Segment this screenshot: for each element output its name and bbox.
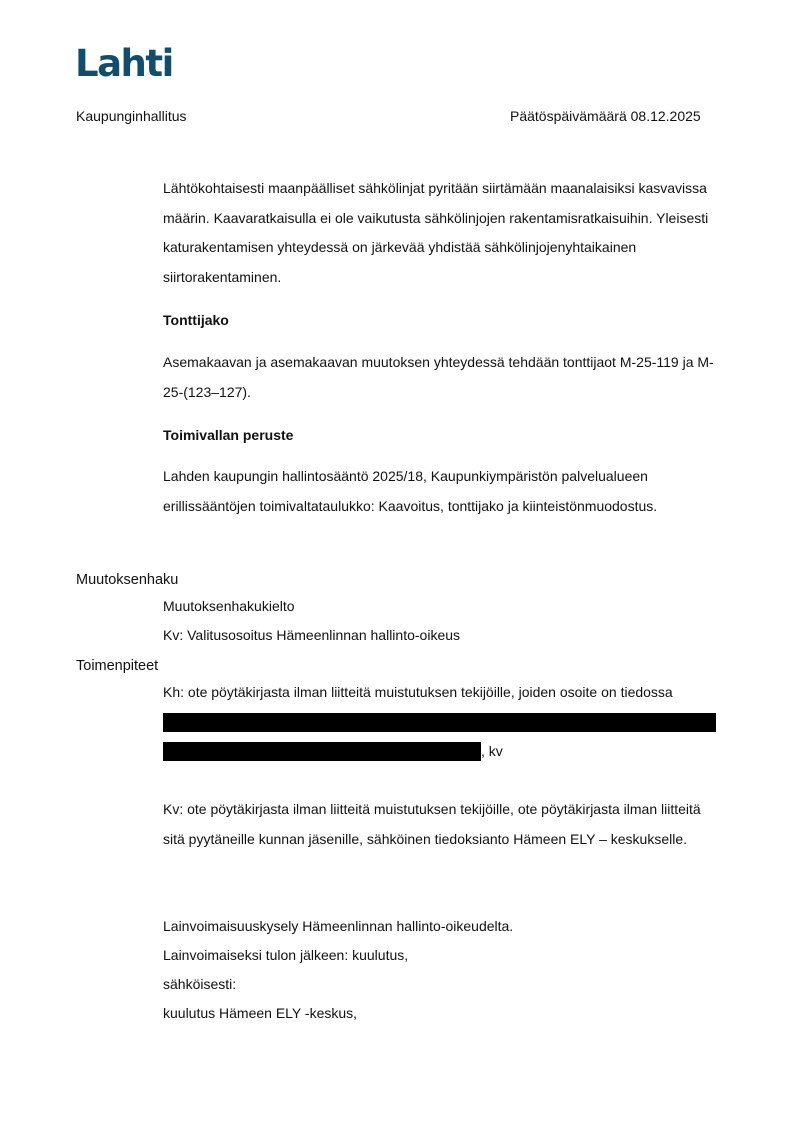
department-name: Kaupunginhallitus: [76, 108, 187, 124]
tonttijako-paragraph: Asemakaavan ja asemakaavan muutoksen yhteydessä tehdään tonttijaot M-25-119 ja M-25-(123–127).: [163, 354, 714, 400]
tonttijako-heading: Tonttijako: [163, 312, 229, 328]
redaction-bar-2: [163, 742, 481, 761]
intro-paragraph: Lähtökohtaisesti maanpäälliset sähkölinjat pyritään siirtämään maanalaisiksi kasvavissa määrin. Kaavaratkaisulla ei ole vaikutusta sähkölinjojen rakentamisratkaisuihin. Yleisesti katurakentamisen yhteydessä on järkevää yhdistää sähkölinjojenyhtaikainen siirtorakentaminen.: [163, 180, 709, 285]
muutoksenhaku-line-1: Muutoksenhakukielto: [163, 598, 295, 614]
toimivalta-heading: Toimivallan peruste: [163, 427, 294, 443]
lahti-logo: Lahti: [75, 42, 173, 85]
toimenpide-item-3: sähköisesti:: [163, 976, 237, 992]
muutoksenhaku-title: Muutoksenhaku: [76, 572, 179, 588]
toimenpide-item-4: kuulutus Hämeen ELY -keskus,: [163, 1005, 358, 1021]
kh-line: Kh: ote pöytäkirjasta ilman liitteitä muistutuksen tekijöille, joiden osoite on tiedossa: [163, 684, 673, 700]
kv-paragraph: Kv: ote pöytäkirjasta ilman liitteitä muistutuksen tekijöille, ote pöytäkirjasta ilman liitteitä sitä pyytäneille kunnan jäsenille, sähköinen tiedoksianto Hämeen ELY – keskukselle.: [163, 801, 701, 847]
toimenpide-item-2: Lainvoimaiseksi tulon jälkeen: kuulutus,: [163, 947, 409, 963]
decision-date: Päätöspäivämäärä 08.12.2025: [510, 108, 701, 124]
toimenpide-item-1: Lainvoimaisuuskysely Hämeenlinnan hallinto-oikeudelta.: [163, 918, 514, 934]
redaction-bar-1: [163, 713, 716, 732]
muutoksenhaku-line-2: Kv: Valitusosoitus Hämeenlinnan hallinto-oikeus: [163, 627, 461, 643]
toimivalta-paragraph: Lahden kaupungin hallintosääntö 2025/18, Kaupunkiympäristön palvelualueen erillissääntöjen toimivaltataulukko: Kaavoitus, tonttijako ja kiinteistönmuodostus.: [163, 468, 658, 514]
redaction-suffix: , kv: [481, 743, 503, 759]
toimenpiteet-title: Toimenpiteet: [76, 658, 159, 674]
